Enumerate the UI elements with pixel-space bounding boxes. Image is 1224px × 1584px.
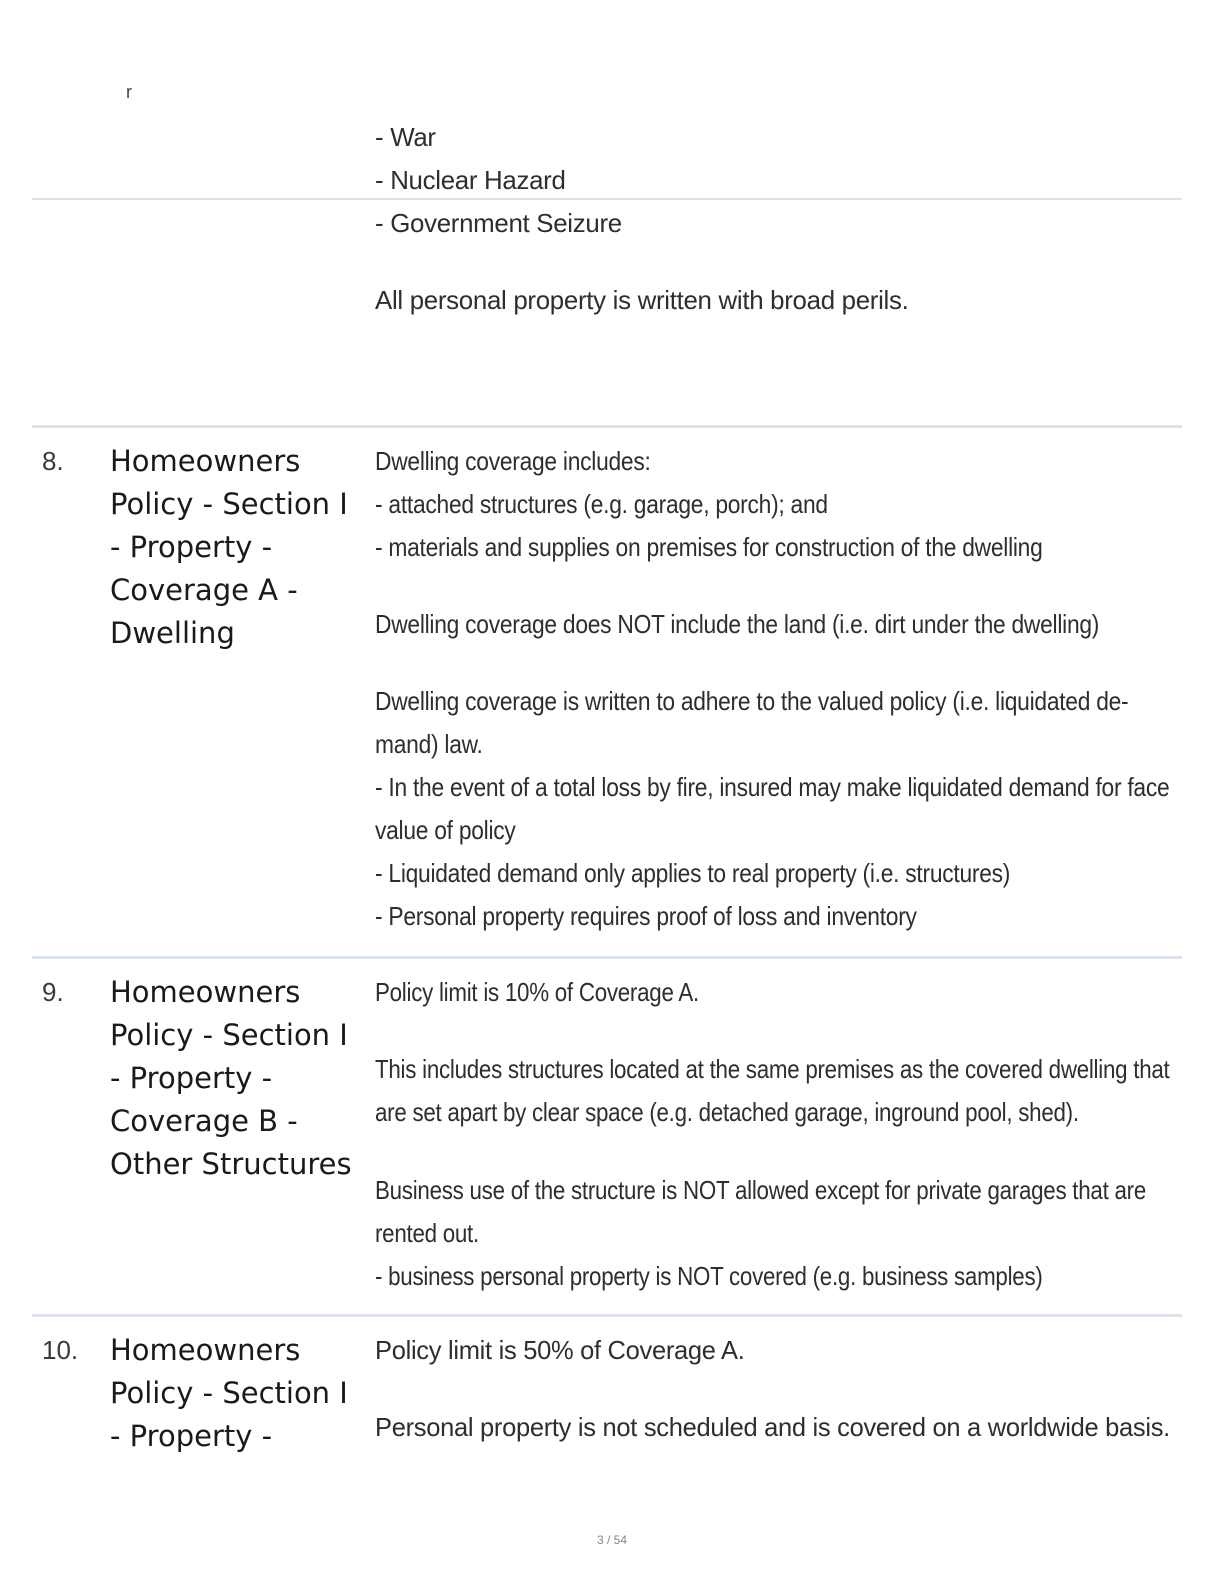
definition-line bbox=[375, 245, 1170, 279]
definition-line: Policy limit is 10% of Coverage A. bbox=[375, 977, 699, 1007]
definition-line: - materials and supplies on premises for construction of the dwelling bbox=[375, 532, 1043, 562]
definition-line: Policy limit is 50% of Coverage A. bbox=[375, 1335, 745, 1365]
term-line: Homeowners bbox=[110, 444, 301, 478]
row-number: 10. bbox=[42, 1335, 79, 1365]
row-term bbox=[110, 971, 365, 1186]
definition-line: Dwelling coverage includes: bbox=[375, 446, 651, 476]
term-line: - Property - bbox=[110, 1419, 273, 1453]
definition-line: are set apart by clear space (e.g. detached garage, inground pool, shed). bbox=[375, 1097, 1079, 1127]
term-line: Policy - Section I bbox=[110, 1376, 348, 1410]
term-line: Coverage B - bbox=[110, 1104, 298, 1138]
row-divider bbox=[32, 425, 1182, 428]
row-definition bbox=[375, 440, 1170, 938]
definition-line: - Personal property requires proof of loss and inventory bbox=[375, 901, 917, 931]
definition-line bbox=[375, 646, 1077, 680]
term-line: - Property - bbox=[110, 1061, 273, 1095]
definition-line: Dwelling coverage does NOT include the land (i.e. dirt under the dwelling) bbox=[375, 609, 1100, 639]
definition-line: value of policy bbox=[375, 815, 516, 845]
page-indicator: 3 / 54 bbox=[596, 1533, 628, 1547]
term-line: Other Structures bbox=[110, 1147, 352, 1181]
row-divider bbox=[32, 198, 1182, 200]
row-number: 8. bbox=[42, 446, 64, 476]
definition-line: - In the event of a total loss by fire, insured may make liquidated demand for face bbox=[375, 772, 1170, 802]
row-number: 9. bbox=[42, 977, 64, 1007]
definition-line: - attached structures (e.g. garage, porch); and bbox=[375, 489, 828, 519]
term-line: Coverage A - bbox=[110, 573, 298, 607]
definition-line: Business use of the structure is NOT allowed except for private garages that are bbox=[375, 1175, 1146, 1205]
definition-line: Personal property is not scheduled and is covered on a worldwide basis. bbox=[375, 1412, 1170, 1442]
definition-line: All personal property is written with broad perils. bbox=[375, 285, 909, 315]
definition-line: - Liquidated demand only applies to real property (i.e. structures) bbox=[375, 858, 1011, 888]
definition-line: mand) law. bbox=[375, 729, 483, 759]
term-line: Policy - Section I bbox=[110, 487, 348, 521]
definition-line bbox=[375, 1372, 1159, 1406]
stray-mark: r bbox=[126, 82, 132, 102]
term-line: - Property - bbox=[110, 530, 273, 564]
definition-line bbox=[375, 1014, 1062, 1048]
row-definition bbox=[375, 971, 1170, 1298]
row-divider bbox=[32, 956, 1182, 959]
definition-line: - business personal property is NOT covered (e.g. business samples) bbox=[375, 1261, 1043, 1291]
definition-line: rented out. bbox=[375, 1218, 479, 1248]
term-line: Homeowners bbox=[110, 975, 301, 1009]
continuation-definition bbox=[375, 116, 1170, 322]
row-divider bbox=[32, 1314, 1182, 1317]
row-term bbox=[110, 440, 365, 655]
term-line: Policy - Section I bbox=[110, 1018, 348, 1052]
definition-line bbox=[375, 569, 1077, 603]
definition-line bbox=[375, 1134, 1062, 1169]
definition-line: - Nuclear Hazard bbox=[375, 165, 566, 195]
row-term bbox=[110, 1329, 365, 1458]
definition-line: - War bbox=[375, 122, 436, 152]
term-line: Homeowners bbox=[110, 1333, 301, 1367]
definition-line: This includes structures located at the same premises as the covered dwelling that bbox=[375, 1054, 1170, 1084]
term-line: Dwelling bbox=[110, 616, 235, 650]
definition-line: - Government Seizure bbox=[375, 208, 622, 238]
row-definition bbox=[375, 1329, 1170, 1449]
definition-line: Dwelling coverage is written to adhere to the valued policy (i.e. liquidated de- bbox=[375, 686, 1129, 716]
